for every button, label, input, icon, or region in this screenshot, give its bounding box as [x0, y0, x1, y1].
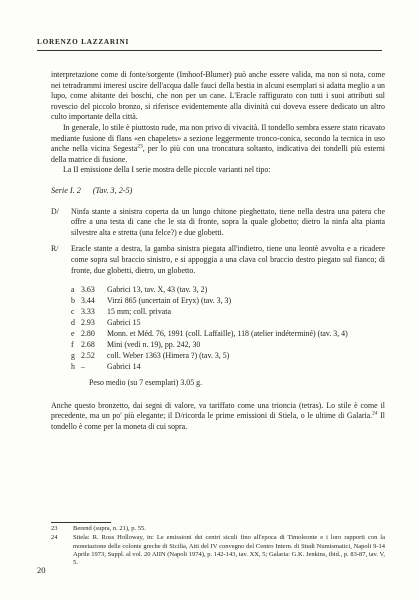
footnote-number: 24 — [51, 534, 58, 542]
paragraph-2 — [51, 123, 385, 165]
catalog-weight: – — [81, 362, 85, 372]
catalog-letter: a — [71, 285, 75, 295]
main-text — [51, 70, 385, 432]
series-heading — [51, 186, 385, 197]
catalog-text: 15 mm; coll. privata — [107, 307, 171, 317]
paragraph-2-text-b: , per lo più con una troncatura soltanto, indicativa dei tondelli più esterni della matrice di fusione. — [51, 144, 385, 164]
paragraph-2-text-a: In generale, lo stile è piuttosto rude, ma non privo di vivacità. Il tondello sembra essere stato ricavato mediante fusione di flans «en chapelets» a sezione leggermente tronco-conica, secondo la tecnica in uso anche nella vicina Segesta — [51, 122, 385, 154]
catalog-weight: 3.33 — [81, 307, 95, 317]
paragraph-4-text-b: Il tondello è come per la moneta di cui sopra. — [51, 411, 385, 431]
catalog-weight: 2.52 — [81, 351, 95, 361]
footnote-text: Berend (supra, n. 21), p. 55. — [73, 525, 146, 532]
catalog-item — [71, 339, 385, 350]
footnote-text: Stiela: R. Ross Holloway, in: Le emissioni dei centri siculi fino all'epoca di Timoleonte e i loro rapporti con la monetazione delle colonie greche di Sicilia, Atti del IV convegno del Centro Intern. di Studi Numismatici, Napoli 9-14 Aprile 1973, Suppl. al vol. 20 AIIN (Napoli 1974), p. 142-143, tav. XX, 5; Galaria: G.K. Jenkins, ibid., p. 83-87, tav. V, 5. — [73, 534, 385, 567]
catalog-letter: c — [71, 307, 75, 317]
catalog-weight: 3.44 — [81, 296, 95, 306]
footnote-number: 23 — [51, 525, 58, 532]
catalog-letter: h — [71, 362, 75, 372]
catalog-weight: 2.80 — [81, 329, 95, 339]
footnotes — [51, 524, 385, 567]
catalog-letter: d — [71, 318, 75, 328]
catalog-letter: b — [71, 296, 75, 306]
reverse-text: Eracle stante a destra, la gamba sinistra piegata all'indietro, tiene una leontè avvolta e a ricadere come sopra sul braccio sinistro, e si appoggia a una clava col braccio destro piegato sul fianco; di fronte, due globetti, dietro, un globetto. — [71, 244, 385, 275]
catalog-weight: 2.93 — [81, 318, 95, 328]
obverse-text: Ninfa stante a sinistra coperta da un lungo chitone pieghettato, tiene nella destra una patera che offre a una testa di cane che le sta di fronte, sopra la quale globetto; dietro la ninfa alta pianta silvestre alta e stretta (una felce?) e due globetti. — [71, 206, 385, 237]
catalog-letter: f — [71, 340, 74, 350]
footnote-rule — [51, 522, 111, 523]
catalog-weight: 3.63 — [81, 285, 95, 295]
series-plate-ref: (Tav. 3, 2-5) — [92, 185, 133, 195]
running-head: LORENZO LAZZARINI — [37, 38, 130, 46]
catalog-item — [71, 295, 385, 306]
catalog-item — [71, 306, 385, 317]
catalog-text: coll. Weber 1363 (Himera ?) (tav. 3, 5) — [107, 351, 230, 361]
catalog-item — [71, 317, 385, 328]
average-weight: Peso medio (su 7 esemplari) 3.05 g. — [89, 378, 203, 388]
paragraph-4 — [51, 401, 385, 433]
paragraph-4-text-a: Anche questo bronzetto, dai segni di valore, va tariffato come una trioncia (tetras). Lo stile è come il precedente, ma un po' più elegante; il D/ricorda le prime emissioni di Stiela, o le ultime di Galaria. — [51, 400, 385, 421]
catalog-text: Mini (vedi n. 19), pp. 242, 30 — [107, 340, 201, 350]
catalog-weight: 2.68 — [81, 340, 95, 350]
page-number: 20 — [37, 565, 46, 575]
footnote-23 — [51, 525, 385, 533]
header-rule — [37, 50, 382, 51]
catalog-text: Gabrici 15 — [107, 318, 141, 328]
catalog-text: Monn. et Méd. 76, 1991 (coll. Laffaille), 118 (atelier indéterminé) (tav. 3, 4) — [107, 329, 348, 339]
reverse-label: R/ — [51, 244, 59, 254]
catalog-text: Gabrici 14 — [107, 362, 141, 372]
catalog-list — [71, 284, 385, 372]
catalog-item — [71, 328, 385, 339]
paragraph-3: La II emissione della I serie mostra delle piccole varianti nel tipo: — [63, 165, 271, 175]
footnote-ref-23: 23 — [137, 143, 143, 150]
catalog-letter: g — [71, 351, 75, 361]
obverse-label: D/ — [51, 206, 59, 216]
catalog-text: Virzì 865 (uncertain of Eryx) (tav. 3, 3) — [107, 296, 232, 306]
footnote-ref-24: 24 — [372, 410, 378, 417]
footnote-24 — [51, 534, 385, 567]
reverse-description — [51, 244, 385, 276]
catalog-text: Gabrici 13, tav. X, 43 (tav. 3, 2) — [107, 285, 208, 295]
catalog-item — [71, 361, 385, 372]
catalog-letter: e — [71, 329, 75, 339]
series-title: Serie I. 2 — [51, 185, 81, 195]
paragraph-1: interpretazione come di fonte/sorgente (Imhoof-Blumer) può anche essere valida, ma non si nota, come nei tetradrammi imeresi uscire dell'acqua dalle fauci della bestia in alcuni esemplari si adatta meglio a un lupo, come abitante dei boschi, che non per un cane. L'Eracle raffigurato con tutti i suoi attributi sul rovescio del piccolo bronzo, si riferisce evidentemente alla divinità cui doveva essere dedicato un altro culto importante della città. — [51, 70, 385, 122]
obverse-description — [51, 207, 385, 239]
catalog-item — [71, 350, 385, 361]
catalog-item — [71, 284, 385, 295]
